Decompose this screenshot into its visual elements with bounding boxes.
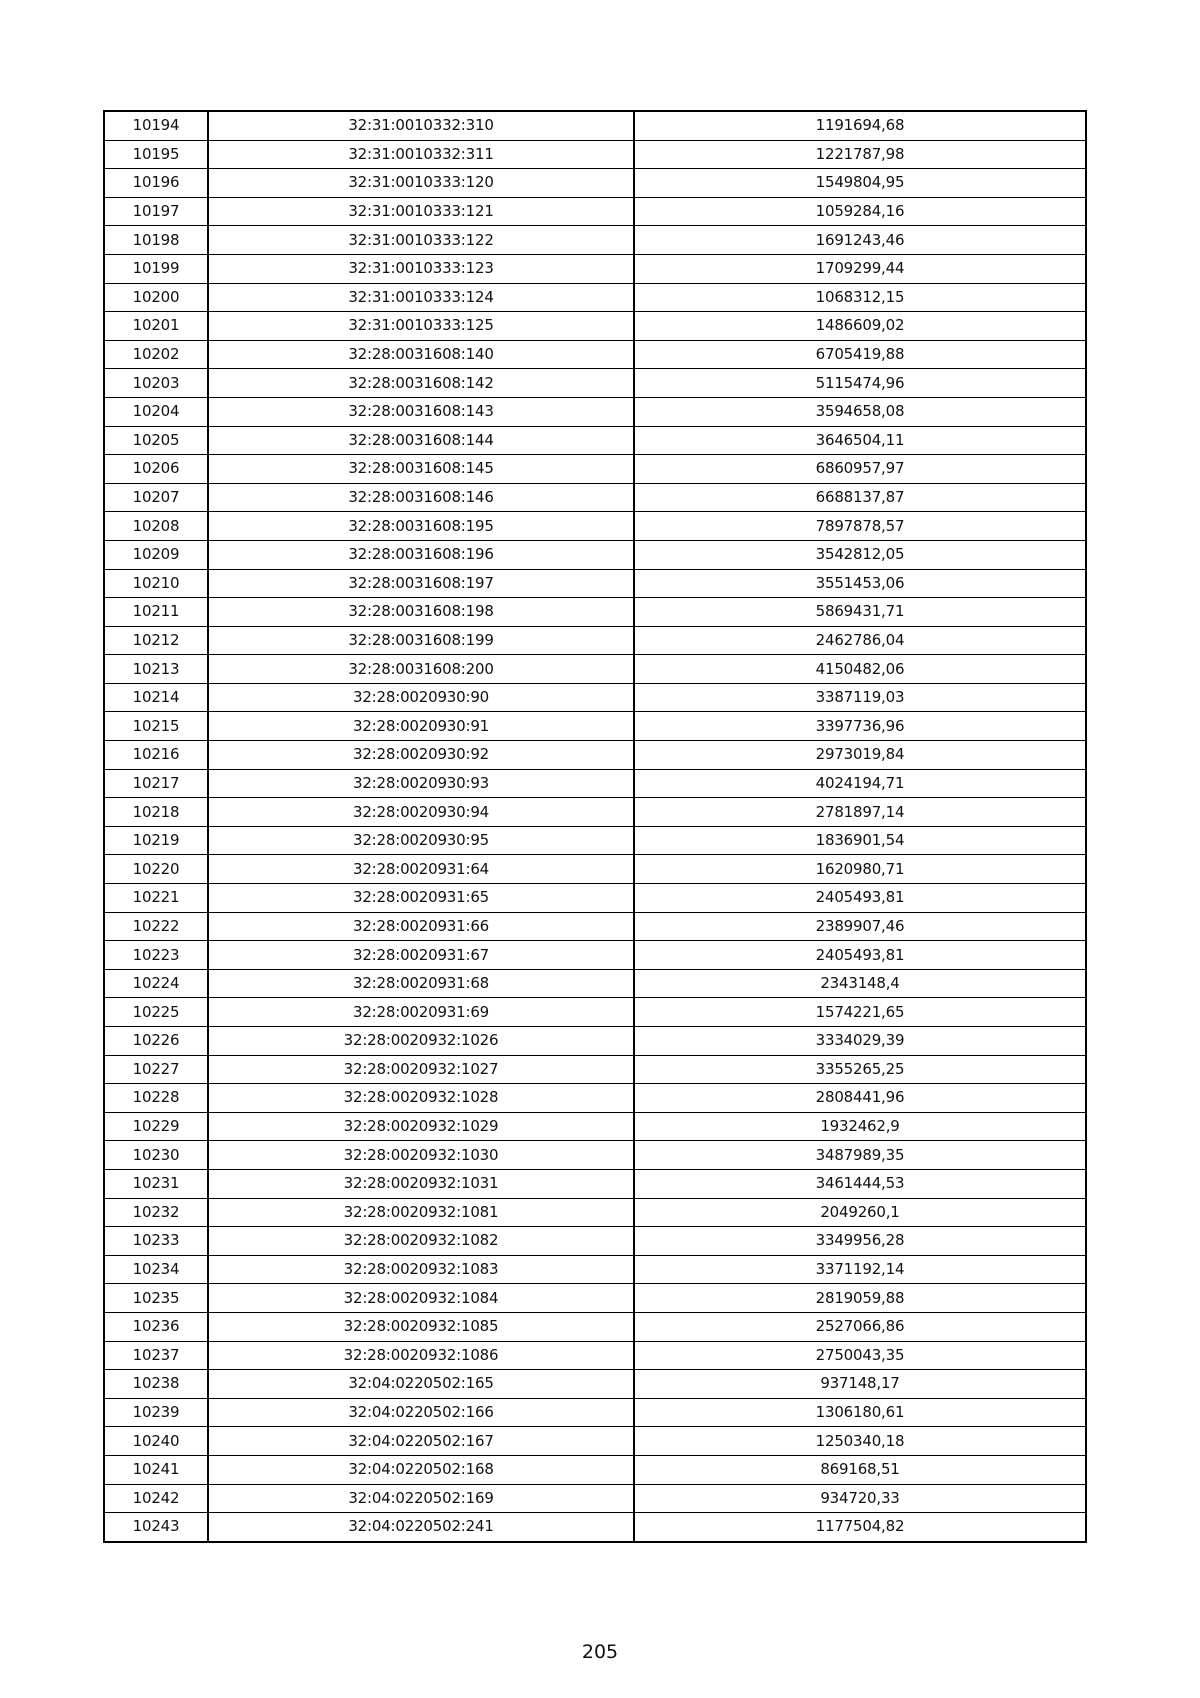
cadastral-number-cell: 32:28:0020931:68: [208, 969, 634, 998]
cadastral-number-cell: 32:04:0220502:165: [208, 1370, 634, 1399]
cadastral-number-cell: 32:28:0020932:1086: [208, 1341, 634, 1370]
table-row: [104, 1141, 1086, 1170]
row-number-cell: 10204: [104, 397, 208, 426]
cadastral-number-cell: 32:31:0010333:120: [208, 169, 634, 198]
table-row: [104, 1341, 1086, 1370]
table-row: [104, 312, 1086, 341]
table-row: [104, 598, 1086, 627]
row-number-cell: 10237: [104, 1341, 208, 1370]
page-number: 205: [581, 1641, 619, 1663]
row-number-cell: 10222: [104, 912, 208, 941]
cadastral-number-cell: 32:31:0010332:311: [208, 140, 634, 169]
table-row: [104, 712, 1086, 741]
cadastral-number-cell: 32:28:0020932:1083: [208, 1255, 634, 1284]
cadastral-number-cell: 32:28:0031608:144: [208, 426, 634, 455]
cadastral-value-cell: 3349956,28: [634, 1227, 1086, 1256]
table-row: [104, 1427, 1086, 1456]
row-number-cell: 10234: [104, 1255, 208, 1284]
row-number-cell: 10198: [104, 226, 208, 255]
row-number-cell: 10207: [104, 483, 208, 512]
cadastral-number-cell: 32:28:0031608:145: [208, 455, 634, 484]
cadastral-number-cell: 32:31:0010333:121: [208, 197, 634, 226]
table-row: [104, 1455, 1086, 1484]
cadastral-number-cell: 32:28:0020930:93: [208, 769, 634, 798]
table-row: [104, 483, 1086, 512]
cadastral-number-cell: 32:28:0020932:1027: [208, 1055, 634, 1084]
cadastral-value-cell: 3487989,35: [634, 1141, 1086, 1170]
cadastral-number-cell: 32:28:0020932:1026: [208, 1027, 634, 1056]
cadastral-number-cell: 32:28:0020932:1028: [208, 1084, 634, 1113]
cadastral-number-cell: 32:28:0020931:67: [208, 941, 634, 970]
cadastral-number-cell: 32:28:0020932:1030: [208, 1141, 634, 1170]
row-number-cell: 10232: [104, 1198, 208, 1227]
row-number-cell: 10219: [104, 826, 208, 855]
table-row: [104, 1284, 1086, 1313]
table-row: [104, 254, 1086, 283]
row-number-cell: 10209: [104, 540, 208, 569]
cadastral-number-cell: 32:28:0031608:196: [208, 540, 634, 569]
table-row: [104, 1169, 1086, 1198]
table-row: [104, 197, 1086, 226]
table-row: [104, 340, 1086, 369]
row-number-cell: 10231: [104, 1169, 208, 1198]
row-number-cell: 10223: [104, 941, 208, 970]
table-row: [104, 1084, 1086, 1113]
cadastral-value-cell: 1709299,44: [634, 254, 1086, 283]
cadastral-value-cell: 937148,17: [634, 1370, 1086, 1399]
cadastral-value-cell: 934720,33: [634, 1484, 1086, 1513]
table-row: [104, 426, 1086, 455]
cadastral-number-cell: 32:28:0020932:1081: [208, 1198, 634, 1227]
cadastral-number-cell: 32:28:0031608:197: [208, 569, 634, 598]
row-number-cell: 10196: [104, 169, 208, 198]
cadastral-value-cell: 1191694,68: [634, 111, 1086, 140]
cadastral-value-cell: 6860957,97: [634, 455, 1086, 484]
table-row: [104, 1112, 1086, 1141]
table-row: [104, 140, 1086, 169]
cadastral-value-cell: 1068312,15: [634, 283, 1086, 312]
row-number-cell: 10227: [104, 1055, 208, 1084]
row-number-cell: 10211: [104, 598, 208, 627]
cadastral-value-cell: 2049260,1: [634, 1198, 1086, 1227]
table-row: [104, 1484, 1086, 1513]
cadastral-number-cell: 32:28:0031608:143: [208, 397, 634, 426]
cadastral-number-cell: 32:04:0220502:167: [208, 1427, 634, 1456]
cadastral-value-cell: 3387119,03: [634, 683, 1086, 712]
cadastral-value-cell: 2819059,88: [634, 1284, 1086, 1313]
cadastral-number-cell: 32:31:0010333:123: [208, 254, 634, 283]
row-number-cell: 10224: [104, 969, 208, 998]
table-row: [104, 1255, 1086, 1284]
table-row: [104, 626, 1086, 655]
row-number-cell: 10203: [104, 369, 208, 398]
row-number-cell: 10215: [104, 712, 208, 741]
row-number-cell: 10212: [104, 626, 208, 655]
table-body: [104, 111, 1086, 1542]
table-row: [104, 569, 1086, 598]
table-row: [104, 369, 1086, 398]
row-number-cell: 10233: [104, 1227, 208, 1256]
cadastral-value-cell: 2405493,81: [634, 941, 1086, 970]
row-number-cell: 10226: [104, 1027, 208, 1056]
cadastral-number-cell: 32:28:0020931:64: [208, 855, 634, 884]
cadastral-number-cell: 32:28:0031608:199: [208, 626, 634, 655]
cadastral-value-cell: 2808441,96: [634, 1084, 1086, 1113]
cadastral-number-cell: 32:28:0031608:146: [208, 483, 634, 512]
row-number-cell: 10210: [104, 569, 208, 598]
row-number-cell: 10225: [104, 998, 208, 1027]
row-number-cell: 10194: [104, 111, 208, 140]
table-row: [104, 655, 1086, 684]
row-number-cell: 10236: [104, 1312, 208, 1341]
table-row: [104, 741, 1086, 770]
table-row: [104, 941, 1086, 970]
table-row: [104, 512, 1086, 541]
table-row: [104, 798, 1086, 827]
table-row: [104, 1370, 1086, 1399]
cadastral-value-cell: 1250340,18: [634, 1427, 1086, 1456]
cadastral-value-cell: 1836901,54: [634, 826, 1086, 855]
row-number-cell: 10229: [104, 1112, 208, 1141]
cadastral-value-cell: 2781897,14: [634, 798, 1086, 827]
row-number-cell: 10220: [104, 855, 208, 884]
cadastral-value-cell: 2973019,84: [634, 741, 1086, 770]
cadastral-value-cell: 2750043,35: [634, 1341, 1086, 1370]
cadastral-value-cell: 1620980,71: [634, 855, 1086, 884]
row-number-cell: 10235: [104, 1284, 208, 1313]
cadastral-value-cell: 1177504,82: [634, 1513, 1086, 1542]
cadastral-value-cell: 3646504,11: [634, 426, 1086, 455]
cadastral-number-cell: 32:28:0020930:94: [208, 798, 634, 827]
row-number-cell: 10205: [104, 426, 208, 455]
cadastral-value-cell: 5869431,71: [634, 598, 1086, 627]
cadastral-number-cell: 32:28:0031608:200: [208, 655, 634, 684]
cadastral-number-cell: 32:28:0020932:1085: [208, 1312, 634, 1341]
cadastral-number-cell: 32:28:0031608:195: [208, 512, 634, 541]
table-row: [104, 884, 1086, 913]
cadastral-number-cell: 32:04:0220502:168: [208, 1455, 634, 1484]
cadastral-value-cell: 3594658,08: [634, 397, 1086, 426]
table-row: [104, 1312, 1086, 1341]
table-row: [104, 226, 1086, 255]
cadastral-value-cell: 2405493,81: [634, 884, 1086, 913]
cadastral-number-cell: 32:04:0220502:241: [208, 1513, 634, 1542]
cadastral-value-cell: 2389907,46: [634, 912, 1086, 941]
table-row: [104, 683, 1086, 712]
table-row: [104, 826, 1086, 855]
cadastral-value-cell: 869168,51: [634, 1455, 1086, 1484]
cadastral-value-cell: 7897878,57: [634, 512, 1086, 541]
table-row: [104, 998, 1086, 1027]
cadastral-value-table: [103, 110, 1087, 1543]
table-row: [104, 1027, 1086, 1056]
cadastral-number-cell: 32:04:0220502:166: [208, 1398, 634, 1427]
row-number-cell: 10195: [104, 140, 208, 169]
cadastral-number-cell: 32:31:0010333:125: [208, 312, 634, 341]
cadastral-value-cell: 6705419,88: [634, 340, 1086, 369]
cadastral-value-cell: 1691243,46: [634, 226, 1086, 255]
row-number-cell: 10197: [104, 197, 208, 226]
cadastral-value-cell: 3551453,06: [634, 569, 1086, 598]
row-number-cell: 10218: [104, 798, 208, 827]
cadastral-number-cell: 32:31:0010333:124: [208, 283, 634, 312]
cadastral-value-cell: 5115474,96: [634, 369, 1086, 398]
table-row: [104, 1055, 1086, 1084]
table-row: [104, 912, 1086, 941]
table-row: [104, 1513, 1086, 1542]
cadastral-value-cell: 6688137,87: [634, 483, 1086, 512]
cadastral-number-cell: 32:28:0020930:92: [208, 741, 634, 770]
cadastral-number-cell: 32:28:0020931:66: [208, 912, 634, 941]
table-row: [104, 1198, 1086, 1227]
row-number-cell: 10214: [104, 683, 208, 712]
row-number-cell: 10213: [104, 655, 208, 684]
cadastral-number-cell: 32:04:0220502:169: [208, 1484, 634, 1513]
row-number-cell: 10216: [104, 741, 208, 770]
row-number-cell: 10242: [104, 1484, 208, 1513]
cadastral-number-cell: 32:28:0031608:198: [208, 598, 634, 627]
cadastral-number-cell: 32:28:0020932:1084: [208, 1284, 634, 1313]
cadastral-number-cell: 32:28:0020930:90: [208, 683, 634, 712]
cadastral-value-cell: 3461444,53: [634, 1169, 1086, 1198]
table-row: [104, 969, 1086, 998]
table-row: [104, 769, 1086, 798]
cadastral-value-cell: 1549804,95: [634, 169, 1086, 198]
cadastral-value-cell: 1059284,16: [634, 197, 1086, 226]
cadastral-value-cell: 1306180,61: [634, 1398, 1086, 1427]
row-number-cell: 10208: [104, 512, 208, 541]
row-number-cell: 10217: [104, 769, 208, 798]
cadastral-value-cell: 3542812,05: [634, 540, 1086, 569]
cadastral-value-cell: 1221787,98: [634, 140, 1086, 169]
row-number-cell: 10202: [104, 340, 208, 369]
table-row: [104, 397, 1086, 426]
row-number-cell: 10243: [104, 1513, 208, 1542]
table-row: [104, 455, 1086, 484]
table-row: [104, 540, 1086, 569]
table-row: [104, 1227, 1086, 1256]
cadastral-number-cell: 32:31:0010332:310: [208, 111, 634, 140]
cadastral-value-cell: 4150482,06: [634, 655, 1086, 684]
cadastral-number-cell: 32:28:0020930:91: [208, 712, 634, 741]
cadastral-number-cell: 32:28:0020932:1029: [208, 1112, 634, 1141]
cadastral-number-cell: 32:28:0020930:95: [208, 826, 634, 855]
cadastral-number-cell: 32:28:0020932:1031: [208, 1169, 634, 1198]
row-number-cell: 10201: [104, 312, 208, 341]
table-row: [104, 283, 1086, 312]
cadastral-value-cell: 4024194,71: [634, 769, 1086, 798]
row-number-cell: 10238: [104, 1370, 208, 1399]
table-row: [104, 1398, 1086, 1427]
table-row: [104, 169, 1086, 198]
table-row: [104, 855, 1086, 884]
cadastral-value-cell: 3355265,25: [634, 1055, 1086, 1084]
cadastral-value-cell: 3397736,96: [634, 712, 1086, 741]
cadastral-value-cell: 2527066,86: [634, 1312, 1086, 1341]
row-number-cell: 10206: [104, 455, 208, 484]
cadastral-value-cell: 2462786,04: [634, 626, 1086, 655]
cadastral-value-cell: 1574221,65: [634, 998, 1086, 1027]
row-number-cell: 10239: [104, 1398, 208, 1427]
cadastral-value-cell: 1932462,9: [634, 1112, 1086, 1141]
cadastral-value-cell: 3334029,39: [634, 1027, 1086, 1056]
row-number-cell: 10221: [104, 884, 208, 913]
row-number-cell: 10200: [104, 283, 208, 312]
row-number-cell: 10228: [104, 1084, 208, 1113]
cadastral-value-cell: 3371192,14: [634, 1255, 1086, 1284]
cadastral-number-cell: 32:28:0020931:65: [208, 884, 634, 913]
cadastral-number-cell: 32:28:0031608:142: [208, 369, 634, 398]
cadastral-number-cell: 32:31:0010333:122: [208, 226, 634, 255]
cadastral-value-cell: 2343148,4: [634, 969, 1086, 998]
cadastral-number-cell: 32:28:0020931:69: [208, 998, 634, 1027]
row-number-cell: 10230: [104, 1141, 208, 1170]
row-number-cell: 10199: [104, 254, 208, 283]
row-number-cell: 10241: [104, 1455, 208, 1484]
table-row: [104, 111, 1086, 140]
cadastral-number-cell: 32:28:0031608:140: [208, 340, 634, 369]
cadastral-number-cell: 32:28:0020932:1082: [208, 1227, 634, 1256]
cadastral-value-cell: 1486609,02: [634, 312, 1086, 341]
row-number-cell: 10240: [104, 1427, 208, 1456]
